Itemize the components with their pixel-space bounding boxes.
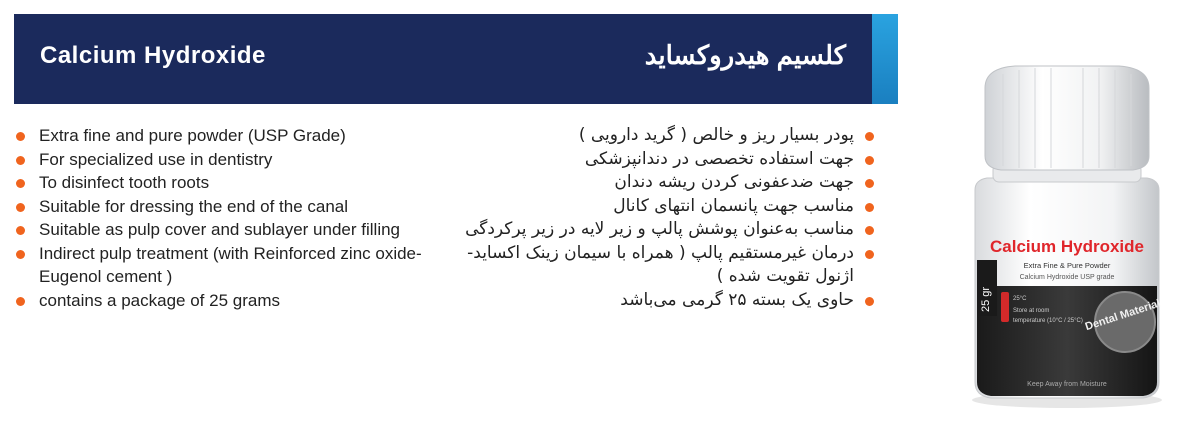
bullet-dot-icon bbox=[865, 156, 874, 165]
feature-item bbox=[14, 218, 454, 242]
bullet-dot-icon bbox=[16, 226, 25, 235]
bullet-dot-icon bbox=[16, 156, 25, 165]
product-grade-text: Calcium Hydroxide USP grade bbox=[1019, 274, 1115, 281]
feature-text: جهت استفاده تخصصی در دندانپزشکی bbox=[584, 148, 854, 169]
feature-item bbox=[456, 124, 876, 148]
bullet-dot-icon bbox=[16, 297, 25, 306]
feature-text: حاوی یک بسته ۲۵ گرمی می‌باشد bbox=[620, 289, 854, 310]
feature-item bbox=[456, 195, 876, 219]
feature-text: مناسب به‌عنوان پوشش پالپ و زیر لایه در زیر پرکردگی bbox=[465, 219, 854, 239]
feature-item bbox=[14, 171, 454, 195]
badge-text: Dental Material bbox=[1083, 297, 1162, 334]
feature-text: مناسب جهت پانسمان انتهای کانال bbox=[613, 195, 854, 216]
bullet-dot-icon bbox=[865, 297, 874, 306]
bullet-dot-icon bbox=[865, 250, 874, 259]
feature-text: contains a package of 25 grams bbox=[39, 290, 280, 310]
product-temp-text: 25°C bbox=[1013, 296, 1027, 302]
bullet-dot-icon bbox=[16, 132, 25, 141]
product-weight-text: 25 gr bbox=[980, 286, 992, 312]
bullet-dot-icon bbox=[865, 179, 874, 188]
title-english: Calcium Hydroxide bbox=[40, 42, 266, 69]
feature-text: For specialized use in dentistry bbox=[39, 149, 273, 169]
bullet-dot-icon bbox=[865, 203, 874, 212]
feature-text: Indirect pulp treatment (with Reinforced zinc oxide-Eugenol cement ) bbox=[39, 243, 422, 286]
feature-text: To disinfect tooth roots bbox=[39, 173, 210, 192]
feature-text: درمان غیرمستقیم پالپ ( همراه با سیمان زینک اکساید-اژنول تقویت شده ) bbox=[467, 242, 854, 286]
feature-item bbox=[14, 242, 424, 289]
feature-item bbox=[456, 242, 876, 289]
feature-item bbox=[14, 289, 454, 313]
product-subtitle-text: Extra Fine & Pure Powder bbox=[1023, 261, 1111, 270]
product-jar-image bbox=[955, 60, 1180, 410]
feature-text: Extra fine and pure powder (USP Grade) bbox=[39, 126, 346, 145]
feature-item bbox=[456, 148, 876, 172]
feature-text: پودر بسیار ریز و خالص ( گرید دارویی ) bbox=[578, 125, 854, 145]
title-persian: کلسیم هیدروکساید bbox=[644, 40, 846, 70]
feature-text: Suitable for dressing the end of the canal bbox=[39, 196, 349, 216]
product-storage-line2: temperature (10°C / 25°C) bbox=[1013, 318, 1083, 324]
bullet-dot-icon bbox=[16, 250, 25, 259]
title-banner bbox=[14, 14, 898, 104]
bullet-dot-icon bbox=[865, 132, 874, 141]
feature-item bbox=[14, 148, 454, 172]
product-brand-text: Calcium Hydroxide bbox=[990, 237, 1144, 256]
bullet-dot-icon bbox=[865, 226, 874, 235]
banner-accent-stripe bbox=[872, 14, 898, 104]
product-moisture-text: Keep Away from Moisture bbox=[1027, 381, 1107, 388]
feature-item bbox=[14, 195, 454, 219]
feature-item bbox=[14, 124, 454, 148]
feature-text: Suitable as pulp cover and sublayer under filling bbox=[39, 220, 401, 239]
bullet-dot-icon bbox=[16, 179, 25, 188]
feature-item bbox=[456, 218, 876, 242]
feature-item bbox=[456, 289, 876, 313]
features-list-english bbox=[14, 124, 454, 312]
feature-item bbox=[456, 171, 876, 195]
bullet-dot-icon bbox=[16, 203, 25, 212]
features-list-persian bbox=[456, 124, 876, 312]
feature-text: جهت ضدعفونی کردن ریشه دندان bbox=[614, 172, 854, 192]
product-storage-line1: Store at room bbox=[1013, 308, 1050, 314]
